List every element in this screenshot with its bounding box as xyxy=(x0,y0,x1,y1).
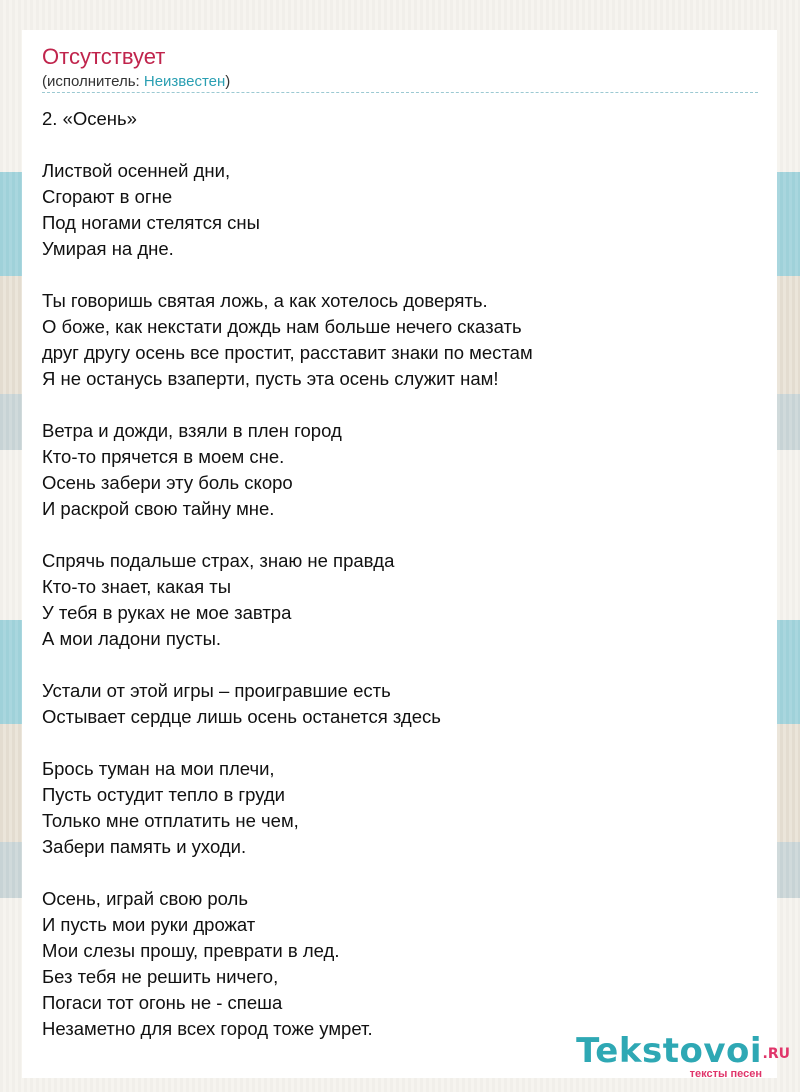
site-logo[interactable] xyxy=(572,1028,792,1088)
lyric-line: Устали от этой игры – проигравшие есть xyxy=(42,680,391,701)
stanza-gap xyxy=(42,860,758,886)
lyric-line: Кто-то прячется в моем сне. xyxy=(42,446,285,467)
lyric-line: Погаси тот огонь не - спеша xyxy=(42,992,283,1013)
lyric-line: Я не останусь взаперти, пусть эта осень служит нам! xyxy=(42,368,499,389)
lyric-line: Осень, играй свою роль xyxy=(42,888,248,909)
lyric-line: Мои слезы прошу, преврати в лед. xyxy=(42,940,340,961)
header-divider xyxy=(42,92,758,93)
lyrics-text xyxy=(42,106,758,1042)
artist-suffix: ) xyxy=(225,73,231,90)
lyric-line: Умирая на дне. xyxy=(42,238,174,259)
lyric-line: У тебя в руках не мое завтра xyxy=(42,602,292,623)
lyric-line: И пусть мои руки дрожат xyxy=(42,914,256,935)
lyric-line: Сгорают в огне xyxy=(42,186,173,207)
logo-tld: .RU xyxy=(762,1046,790,1062)
lyric-line: Под ногами стелятся сны xyxy=(42,212,260,233)
artist-prefix: (исполнитель: xyxy=(42,73,144,90)
lyric-line: Только мне отплатить не чем, xyxy=(42,810,299,831)
lyric-line: Листвой осенней дни, xyxy=(42,160,231,181)
lyric-line: Остывает сердце лишь осень останется здесь xyxy=(42,706,441,727)
lyrics-card xyxy=(22,30,777,1078)
artist-link[interactable]: Неизвестен xyxy=(143,73,226,90)
stanza-gap xyxy=(42,392,758,418)
lyric-line: Осень забери эту боль скоро xyxy=(42,472,293,493)
lyric-line: Ты говоришь святая ложь, а как хотелось доверять. xyxy=(42,290,488,311)
lyric-line: Брось туман на мои плечи, xyxy=(42,758,275,779)
lyric-line: друг другу осень все простит, расставит знаки по местам xyxy=(42,342,533,363)
lyric-line: Пусть остудит тепло в груди xyxy=(42,784,286,805)
song-header xyxy=(42,44,758,93)
lyric-line: Забери память и уходи. xyxy=(42,836,247,857)
logo-tagline: тексты песен xyxy=(689,1068,762,1080)
lyric-line: Ветра и дожди, взяли в плен город xyxy=(42,420,342,441)
lyric-line: Незаметно для всех город тоже умрет. xyxy=(42,1018,373,1039)
stanza-gap xyxy=(42,730,758,756)
logo-wordmark: Tekstovoi xyxy=(576,1031,762,1071)
stanza-gap xyxy=(42,522,758,548)
lyric-line: Спрячь подальше страх, знаю не правда xyxy=(42,550,395,571)
lyric-line: Без тебя не решить ничего, xyxy=(42,966,279,987)
lyric-line: О боже, как некстати дождь нам больше нечего сказать xyxy=(42,316,522,337)
song-title: Отсутствует xyxy=(42,44,166,69)
lyric-line: И раскрой свою тайну мне. xyxy=(42,498,275,519)
lyric-line: 2. «Осень» xyxy=(42,108,137,129)
artist-line xyxy=(42,71,758,93)
stanza-gap xyxy=(42,132,758,158)
lyric-line: Кто-то знает, какая ты xyxy=(42,576,232,597)
stanza-gap xyxy=(42,262,758,288)
lyric-line: А мои ладони пусты. xyxy=(42,628,222,649)
stanza-gap xyxy=(42,652,758,678)
